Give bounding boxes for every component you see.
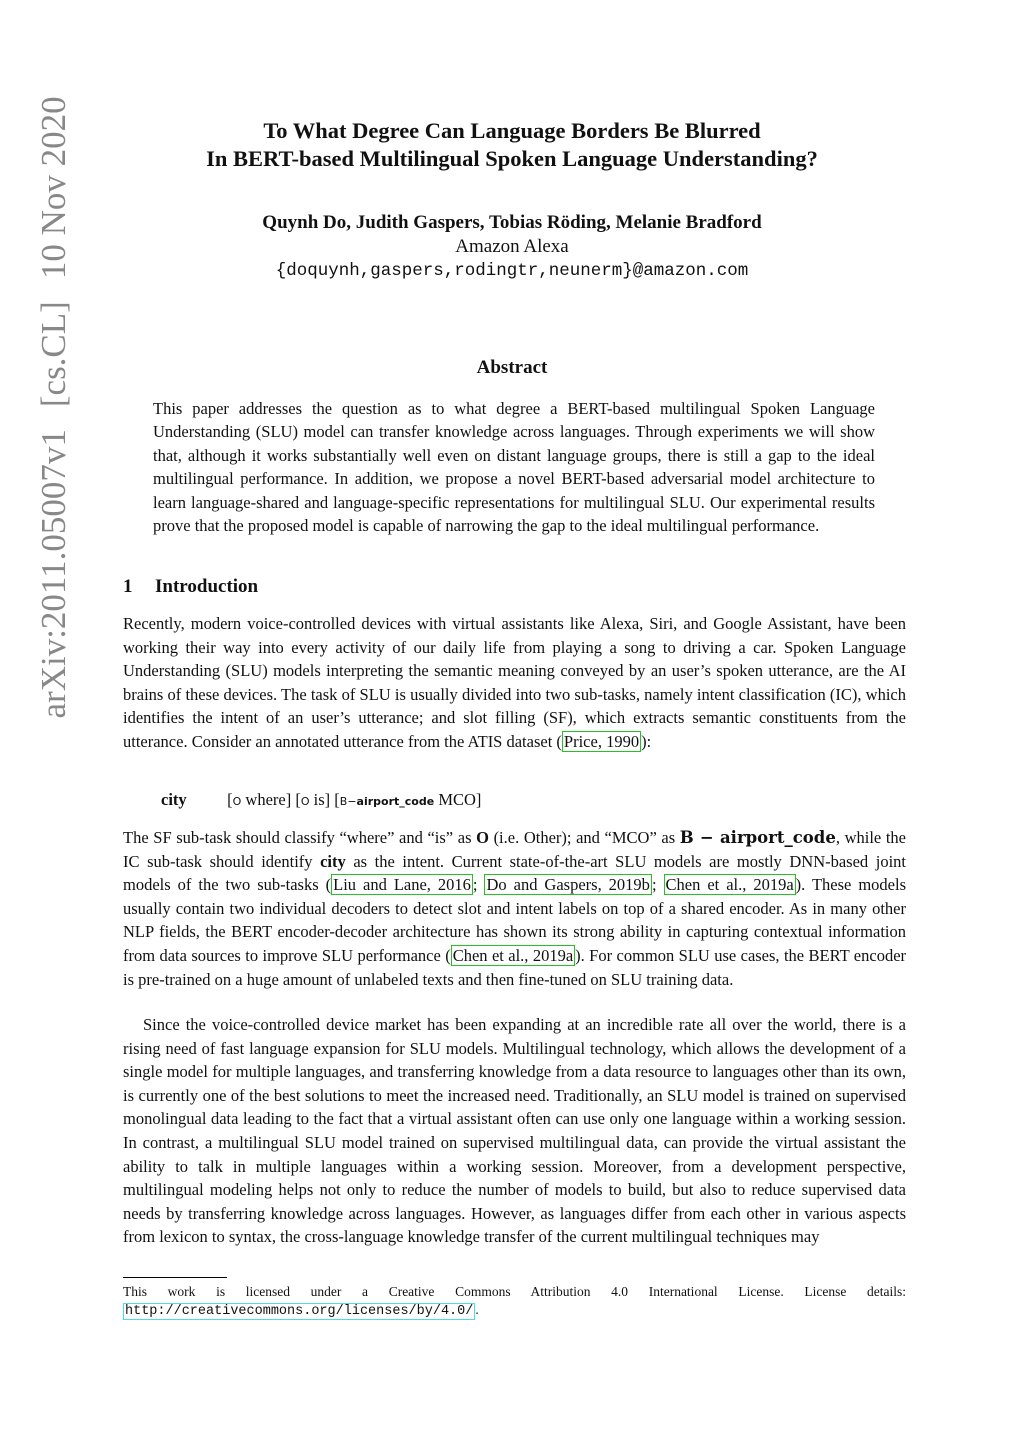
intro-paragraph-1 <box>123 612 906 754</box>
license-footnote <box>123 1283 906 1321</box>
title-line-2: In BERT-based Multilingual Spoken Language Understanding? <box>206 146 818 171</box>
p2-c: , while the IC sub-task should identify <box>123 828 907 871</box>
footnote-divider <box>123 1277 227 1278</box>
license-url-link[interactable]: http://creativecommons.org/licenses/by/4.0/ <box>125 1304 474 1319</box>
section-heading-introduction <box>123 576 258 598</box>
author-names: Quynh Do, Judith Gaspers, Tobias Röding, Melanie Bradford <box>262 212 762 233</box>
example-b-prefix: B− <box>339 795 357 808</box>
p2-city: city <box>320 851 346 871</box>
citation-chen-2019a-2[interactable]: Chen et al., 2019a <box>452 945 574 965</box>
citation-do-gaspers-2019b[interactable]: Do and Gaspers, 2019b <box>486 875 650 895</box>
arxiv-category: [cs.CL] <box>34 301 73 408</box>
footnote-end: . <box>475 1302 479 1317</box>
section-title: Introduction <box>155 576 259 597</box>
annotated-utterance-example: city [O where] [O is] [B−airport_code MCO] <box>161 790 482 809</box>
p2-sep1: ; <box>472 875 485 895</box>
example-o-label-2: O <box>300 795 310 808</box>
p2-b: (i.e. Other); and “MCO” as <box>488 828 680 847</box>
example-o-label: O <box>232 795 242 808</box>
citation-liu-lane-2016[interactable]: Liu and Lane, 2016 <box>333 875 471 895</box>
example-b-subscript: airport_code <box>356 795 435 808</box>
arxiv-id: arXiv:2011.05007v1 <box>34 429 73 719</box>
author-block <box>0 211 1024 283</box>
p1-end: ): <box>641 731 652 751</box>
p2-math-label: B − airport_code <box>679 828 836 847</box>
example-word-mco: MCO] <box>438 790 482 809</box>
example-intent: city <box>161 790 187 809</box>
p2-o-label: O <box>476 828 489 847</box>
citation-price-1990[interactable]: Price, 1990 <box>563 731 640 751</box>
p2-a: The SF sub-task should classify “where” and “is” as <box>123 828 477 847</box>
paper-title <box>0 117 1024 173</box>
example-word-where: where] <box>245 790 292 809</box>
abstract-text: This paper addresses the question as to what degree a BERT-based multilingual Spoken Language Understanding (SLU) model can transfer knowledge across languages. Through experiments we will show that, although it works substantially well even on distant language groups, there is still a gap to the ideal multilingual performance. In addition, we propose a novel BERT-based adversarial model architecture to learn language-shared and language-specific representations for multilingual SLU. Our experimental results prove that the proposed model is capable of narrowing the gap to the ideal multilingual performance. <box>153 399 875 536</box>
example-b-label <box>340 795 434 808</box>
p2-f: ). For common SLU use cases, the BERT encoder is pre-trained on a huge amount of unlabeled texts and then fine-tuned on SLU training data. <box>123 945 907 989</box>
example-word-is: is] <box>313 790 331 809</box>
citation-chen-2019a[interactable]: Chen et al., 2019a <box>665 875 794 895</box>
author-emails: {doquynh,gaspers,rodingtr,neunerm}@amazon.com <box>275 261 749 281</box>
affiliation: Amazon Alexa <box>455 236 569 257</box>
arxiv-date: 10 Nov 2020 <box>34 96 73 280</box>
p2-d: as the intent. Current state-of-the-art SLU models are mostly DNN-based joint models of the two sub-tasks ( <box>123 851 906 895</box>
p1-text: Recently, modern voice-controlled devices with virtual assistants like Alexa, Siri, and Google Assistant, have been working their way into every activity of our daily life from playing a song to driving a car. Spoken Language Understanding (SLU) models interpreting the semantic meaning conveyed by an user’s spoken utterance, are the AI brains of these devices. The task of SLU is usually divided into two sub-tasks, namely intent classification (IC), which identifies the intent of an user’s utterance; and slot filling (SF), which extracts semantic constituents from the utterance. Consider an annotated utterance from the ATIS dataset ( <box>123 614 906 751</box>
abstract-heading: Abstract <box>476 357 548 378</box>
intro-paragraph-2 <box>123 826 906 991</box>
arxiv-identifier <box>36 96 71 718</box>
footnote-text: This work is licensed under a Creative Commons Attribution 4.0 International License. License details: <box>123 1284 906 1299</box>
intro-paragraph-3: Since the voice-controlled device market has been expanding at an incredible rate all over the world, there is a rising need of fast language expansion for SLU models. Multilingual technology, which allows the development of a single model for multiple languages, and transferring knowledge from a data resource to languages other than its own, is currently one of the best solutions to meet the increased need. Traditionally, an SLU model is trained on supervised monolingual data leading to the fact that a virtual assistant often can use only one language within a working session. In contrast, a multilingual SLU model trained on supervised multilingual data, can provide the virtual assistant the ability to talk in multiple languages within a working session. Moreover, from a development perspective, multilingual modeling helps not only to reduce the number of models to build, but also to reduce supervised data needs by transferring knowledge across languages. However, as languages differ from each other in various aspects from lexicon to syntax, the cross-language knowledge transfer of the current multilingual techniques may <box>123 1015 906 1247</box>
p2-e: ). These models usually contain two individual decoders to detect slot and intent labels on top of a shared encoder. As in many other NLP fields, the BERT encoder-decoder architecture has shown its strong ability in capturing contextual information from data sources to improve SLU performance ( <box>123 875 907 965</box>
title-line-1: To What Degree Can Language Borders Be Blurred <box>263 118 761 143</box>
p2-sep2: ; <box>651 875 664 895</box>
section-number: 1 <box>123 576 133 597</box>
